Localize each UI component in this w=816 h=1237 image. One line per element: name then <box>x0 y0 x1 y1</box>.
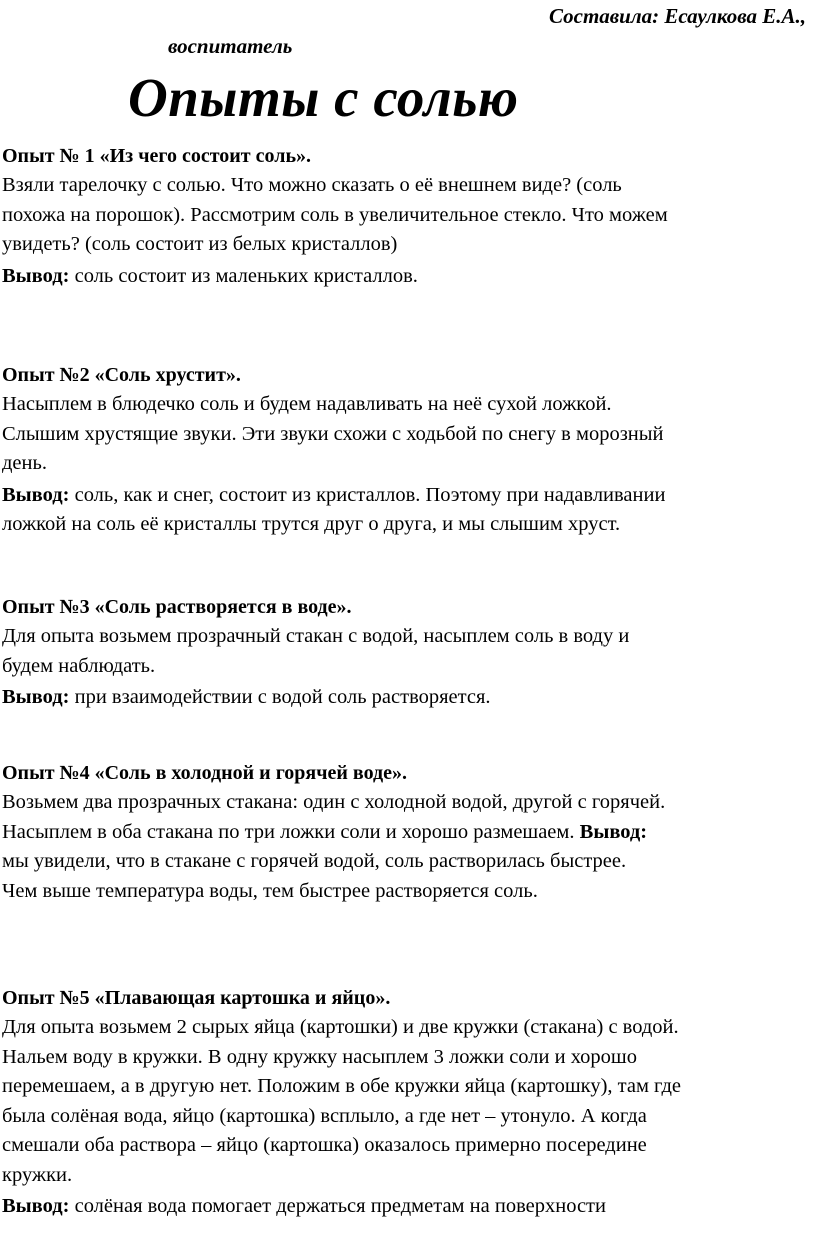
text-line: при взаимодействии с водой соль растворяется. <box>69 686 491 708</box>
experiment-title: Опыт №2 «Соль хрустит». <box>2 364 241 386</box>
author-position: воспитатель <box>168 34 293 58</box>
experiment-conclusion <box>2 1192 810 1222</box>
experiment-description <box>2 1013 810 1190</box>
experiment-description <box>2 788 810 906</box>
conclusion-label: Вывод: <box>2 483 70 506</box>
text-line: мы увидели, что в стакане с горячей водой, соль растворилась быстрее. <box>2 850 627 872</box>
text-line: будем наблюдать. <box>2 654 156 677</box>
experiment-conclusion <box>2 262 810 292</box>
experiment-conclusion <box>2 481 810 540</box>
experiment-title: Опыт №4 «Соль в холодной и горячей воде». <box>2 762 407 784</box>
text-line: перемешаем, а в другую нет. Положим в обе кружки яйца (картошку), там где <box>2 1075 681 1097</box>
experiment-description <box>2 171 810 260</box>
text-line: смешали оба раствора – яйцо (картошка) оказалось примерно посередине <box>2 1134 647 1156</box>
text-line: похожа на порошок). Рассмотрим соль в увеличительное стекло. Что можем <box>2 203 668 226</box>
text-line: увидеть? (соль состоит из белых кристаллов) <box>2 233 398 255</box>
text-line: солёная вода помогает держаться предметам на поверхности <box>69 1195 606 1217</box>
text-line: Для опыта возьмем 2 сырых яйца (картошки) и две кружки (стакана) с водой. <box>2 1016 679 1038</box>
text-line: соль состоит из маленьких кристаллов. <box>69 264 418 287</box>
experiment-title: Опыт №5 «Плавающая картошка и яйцо». <box>2 987 391 1009</box>
experiment-title: Опыт № 1 «Из чего состоит соль». <box>2 145 312 167</box>
text-line: Насыплем в оба стакана по три ложки соли и хорошо размешаем. <box>2 820 580 843</box>
experiment-1 <box>2 141 810 291</box>
experiment-description <box>2 390 810 479</box>
text-line: Слышим хрустящие звуки. Эти звуки схожи с ходьбой по снегу в морозный <box>2 422 664 445</box>
text-line: соль, как и снег, состоит из кристаллов. Поэтому при надавливании <box>69 483 666 506</box>
text-line: Нальем воду в кружки. В одну кружку насыплем 3 ложки соли и хорошо <box>2 1045 637 1068</box>
text-line: Взяли тарелочку с солью. Что можно сказать о её внешнем виде? (соль <box>2 174 622 196</box>
conclusion-label: Вывод: <box>579 820 648 843</box>
page-title: Опыты с солью <box>128 67 519 128</box>
text-line: Для опыта возьмем прозрачный стакан с водой, насыплем соль в воду и <box>2 625 630 647</box>
text-line: Возьмем два прозрачных стакана: один с холодной водой, другой с горячей. <box>2 791 666 813</box>
experiment-4 <box>2 758 810 906</box>
experiment-2 <box>2 360 810 540</box>
experiment-conclusion <box>2 683 810 713</box>
experiment-5 <box>2 983 810 1222</box>
text-line: была солёная вода, яйцо (картошка) всплыло, а где нет – утонуло. А когда <box>2 1104 647 1127</box>
text-line: Насыплем в блюдечко соль и будем надавливать на неё сухой ложкой. <box>2 393 612 415</box>
conclusion-label: Вывод: <box>2 686 70 708</box>
experiment-3 <box>2 592 810 713</box>
conclusion-label: Вывод: <box>2 264 70 287</box>
text-line: ложкой на соль её кристаллы трутся друг о друга, и мы слышим хруст. <box>2 513 621 535</box>
author-line: Составила: Есаулкова Е.А., <box>548 4 806 28</box>
experiment-description <box>2 622 810 681</box>
text-line: Чем выше температура воды, тем быстрее растворяется соль. <box>2 879 538 902</box>
text-line: день. <box>2 452 47 474</box>
conclusion-label: Вывод: <box>2 1195 70 1217</box>
text-line: кружки. <box>2 1163 73 1186</box>
experiment-title: Опыт №3 «Соль растворяется в воде». <box>2 596 352 618</box>
